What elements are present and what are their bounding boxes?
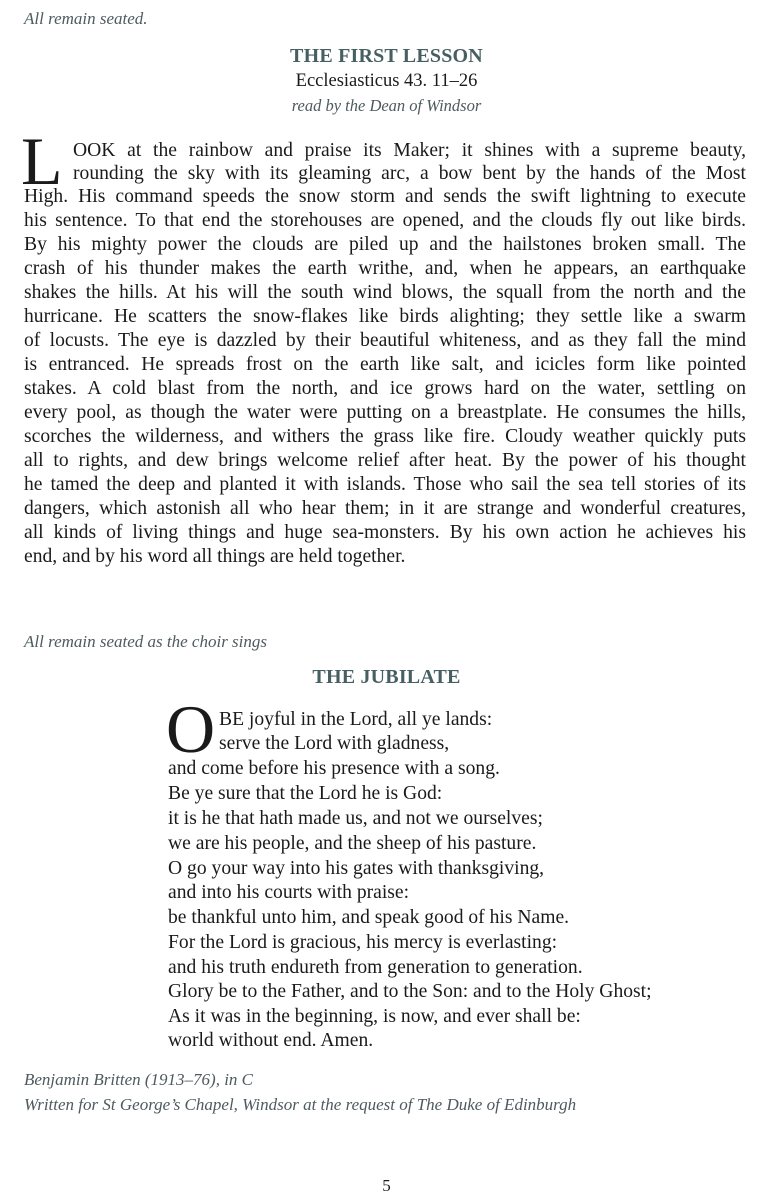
first-lesson-title: THE FIRST LESSON xyxy=(290,45,483,67)
page-number: 5 xyxy=(382,1176,391,1195)
first-lesson-line: dangers, which astonish all who hear them; in it are strange and wonderful creatures, xyxy=(24,498,746,519)
first-lesson-line: all to rights, and dew brings welcome relief after heat. By the power of his thought xyxy=(24,450,746,471)
first-lesson-line: his sentence. To that end the storehouses are opened, and the clouds fly out like birds. xyxy=(24,210,746,231)
first-lesson-line: every pool, as though the water were putting on a breastplate. He consumes the hills, xyxy=(24,402,746,423)
first-lesson-line: scorches the wilderness, and withers the grass like fire. Cloudy weather quickly puts xyxy=(24,426,746,447)
jubilate-line: BE joyful in the Lord, all ye lands: xyxy=(219,709,493,730)
first-lesson-drop-cap: L xyxy=(21,123,63,199)
jubilate-line: and into his courts with praise: xyxy=(168,882,410,903)
first-lesson-line: is entranced. He spreads frost on the earth like salt, and icicles form like pointed xyxy=(24,354,746,375)
jubilate-line: Be ye sure that the Lord he is God: xyxy=(168,783,443,804)
first-lesson-line: hurricane. He scatters the snow-flakes like birds alighting; they settle like a swarm xyxy=(24,306,746,327)
first-lesson-line: High. His command speeds the snow storm and sends the swift lightning to execute xyxy=(24,186,746,207)
jubilate-line: it is he that hath made us, and not we ourselves; xyxy=(168,808,543,829)
first-lesson-line: crash of his thunder makes the earth writhe, and, when he appears, an earthquake xyxy=(24,258,746,279)
jubilate-line: be thankful unto him, and speak good of his Name. xyxy=(168,907,570,928)
first-lesson-line: OOK at the rainbow and praise its Maker; it shines with a supreme beauty, xyxy=(73,140,746,161)
attribution-note: Written for St George’s Chapel, Windsor at the request of The Duke of Edinburgh xyxy=(24,1095,577,1114)
first-lesson-reader: read by the Dean of Windsor xyxy=(291,96,482,115)
jubilate-drop-cap: O xyxy=(166,691,216,767)
first-lesson-reference: Ecclesiasticus 43. 11–26 xyxy=(295,71,478,91)
first-lesson-line: end, and by his word all things are held together. xyxy=(24,546,406,567)
first-lesson-line: he tamed the deep and planted it with islands. Those who sail the sea tell stories of its xyxy=(24,474,746,495)
jubilate-title: THE JUBILATE xyxy=(312,666,461,688)
jubilate-line: we are his people, and the sheep of his pasture. xyxy=(168,833,537,854)
first-lesson-line: of locusts. The eye is dazzled by their beautiful whiteness, and as they fall the mind xyxy=(24,330,746,351)
jubilate-line: and his truth endureth from generation to generation. xyxy=(168,957,583,978)
jubilate-line: As it was in the beginning, is now, and ever shall be: xyxy=(168,1006,581,1027)
first-lesson-line: By his mighty power the clouds are piled up and the hailstones broken small. The xyxy=(24,234,746,255)
first-lesson-line: stakes. A cold blast from the north, and ice grows hard on the water, settling on xyxy=(24,378,746,399)
first-lesson-line: rounding the sky with its gleaming arc, a bow bent by the hands of the Most xyxy=(73,163,746,184)
jubilate-line: serve the Lord with gladness, xyxy=(219,733,450,754)
first-lesson-line: shakes the hills. At his will the south wind blows, the squall from the north and the xyxy=(24,282,746,303)
first-lesson-line: all kinds of living things and huge sea-monsters. By his own action he achieves his xyxy=(24,522,746,543)
jubilate-line: and come before his presence with a song. xyxy=(168,758,500,779)
jubilate-line: Glory be to the Father, and to the Son: and to the Holy Ghost; xyxy=(168,981,652,1002)
attribution-composer: Benjamin Britten (1913–76), in C xyxy=(24,1070,254,1089)
jubilate-line: For the Lord is gracious, his mercy is everlasting: xyxy=(168,932,558,953)
jubilate-line: world without end. Amen. xyxy=(168,1030,374,1051)
rubric-top: All remain seated. xyxy=(24,9,148,28)
jubilate-line: O go your way into his gates with thanksgiving, xyxy=(168,858,545,879)
rubric-choir: All remain seated as the choir sings xyxy=(24,632,268,651)
